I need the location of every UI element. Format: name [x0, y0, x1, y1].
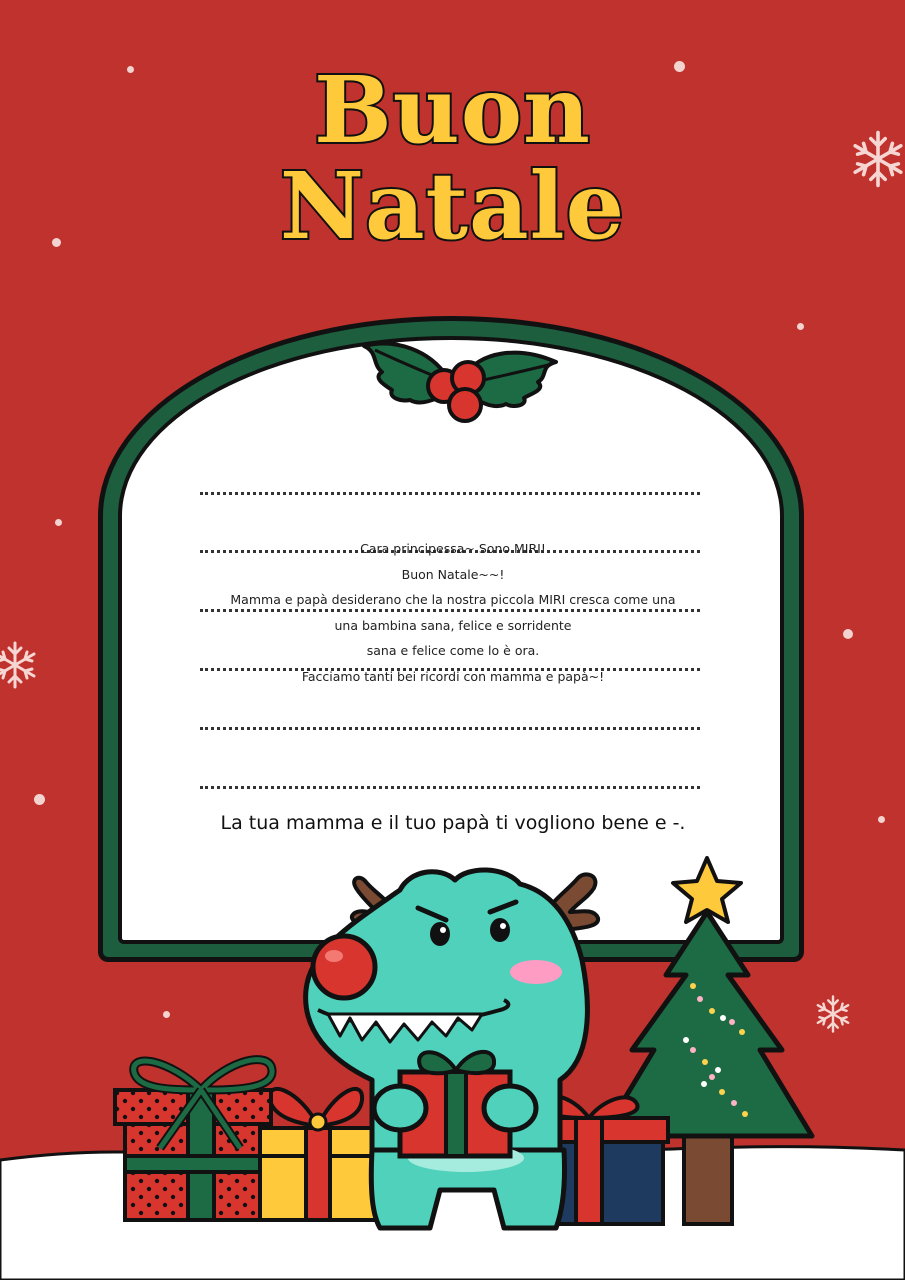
letter-line: una bambina sana, felice e sorridente [334, 617, 572, 633]
snowflake-icon [855, 133, 901, 186]
signature: La tua mamma e il tuo papà ti vogliono bene e -. [220, 812, 686, 834]
letter-line: Buon Natale~~! [401, 566, 505, 582]
letter-line: sana e felice come lo è ora. [366, 643, 540, 658]
gift-box-icon [115, 1060, 272, 1220]
snowflake-icon [0, 643, 34, 687]
title-line-2: Natale [279, 152, 626, 260]
letter-line: Facciamo tanti bei ricordi con mamma e papà~! [301, 668, 605, 684]
letter-line: Cara principessa~ Sono MIRI! [360, 541, 546, 556]
holly-icon [364, 344, 556, 421]
snowflake-icon [818, 996, 848, 1031]
letter-line: Mamma e papà desiderano che la nostra piccola MIRI cresca come una [230, 592, 676, 607]
title-line-1: Buon [314, 56, 591, 164]
